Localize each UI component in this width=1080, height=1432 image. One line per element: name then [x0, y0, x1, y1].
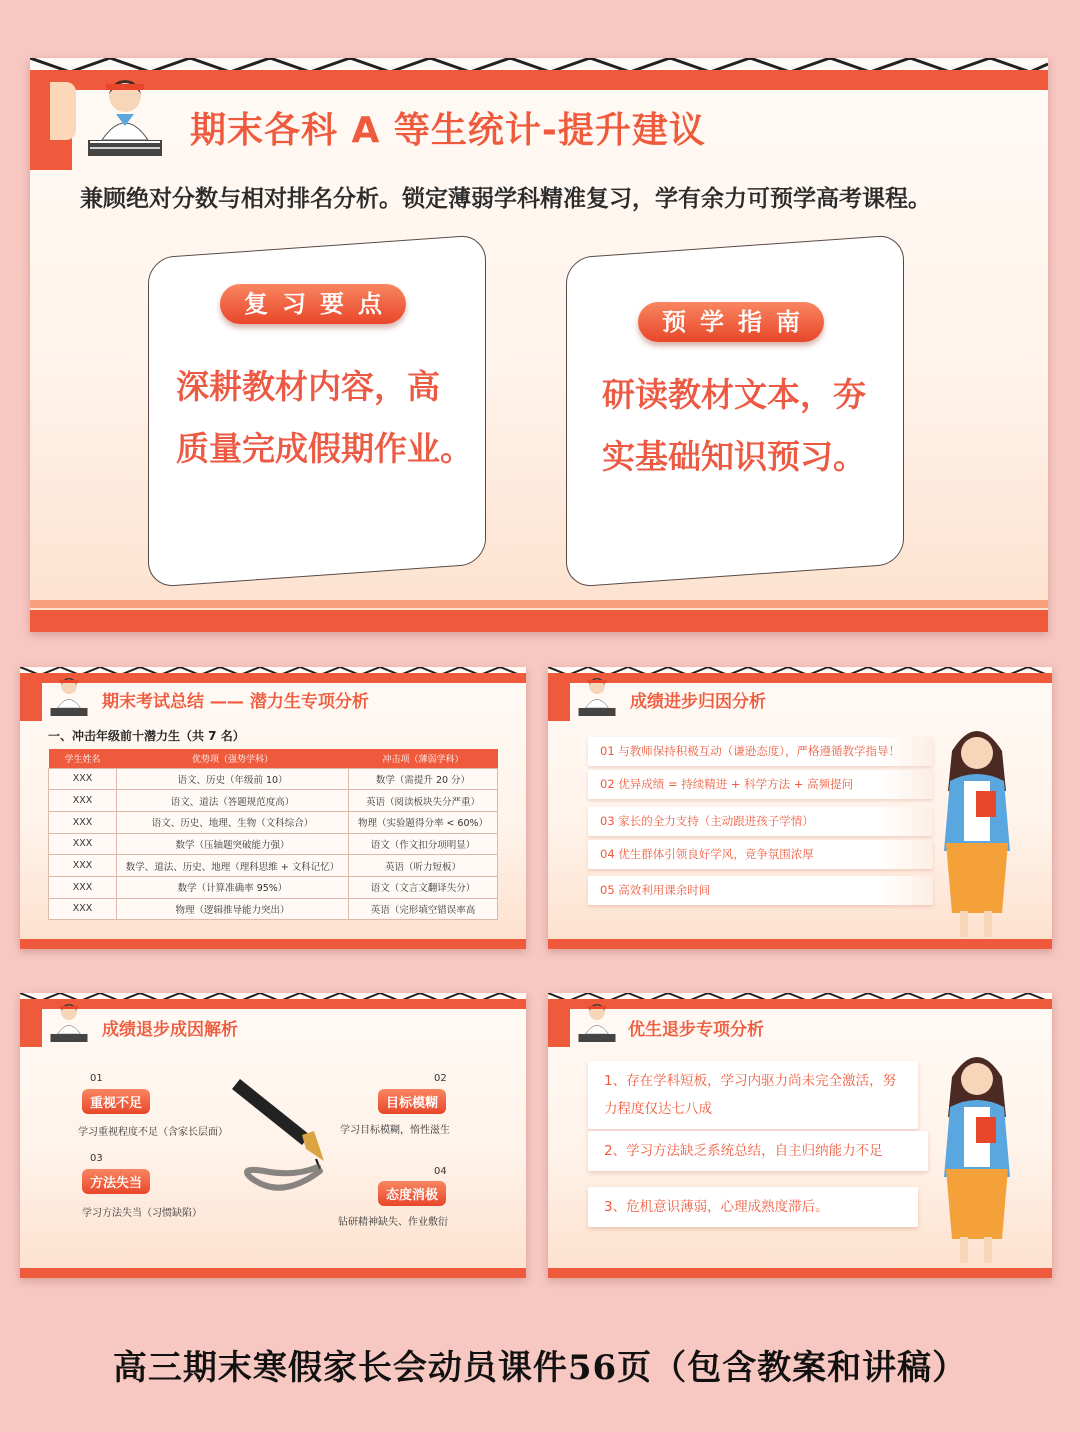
review-text-line2: 质量完成假期作业。: [176, 429, 473, 468]
table-cell: 物理（逻辑推导能力突出）: [117, 898, 349, 920]
preview-text: [602, 364, 866, 488]
corner-decoration: [20, 1001, 42, 1047]
table-cell: 数学（需提升 20 分）: [349, 768, 498, 790]
student-illustration-icon: [574, 669, 620, 719]
table-cell: 英语（听力短板）: [349, 855, 498, 877]
table-row: [49, 811, 498, 833]
student-illustration-icon: [46, 669, 92, 719]
bottom-stripe: [20, 1268, 526, 1278]
slide-title: 优生退步专项分析: [628, 1020, 764, 1040]
slide-title: 成绩进步归因分析: [630, 692, 766, 712]
table-cell: 语文、道法（答题规范度高）: [117, 790, 349, 812]
top-stripe: [548, 999, 1052, 1009]
table-header: 优势项（强势学科）: [117, 749, 349, 768]
table-row: [49, 855, 498, 877]
bottom-stripe: [548, 1268, 1052, 1278]
cause-tag: 目标模糊: [378, 1089, 446, 1114]
cause-tag: 重视不足: [82, 1089, 150, 1114]
student-illustration-icon: [80, 62, 170, 162]
slide-top-decline: [548, 993, 1052, 1278]
table-header: 冲击项（薄弱学科）: [349, 749, 498, 768]
student-illustration-icon: [574, 995, 620, 1045]
attribution-item: 01 与教师保持积极互动（谦逊态度），严格遵循教学指导！: [588, 737, 933, 766]
student-illustration-icon: [46, 995, 92, 1045]
corner-decoration-light: [50, 82, 76, 140]
preview-text-line1: 研读教材文本，夯: [602, 375, 866, 414]
fountain-pen-icon: [220, 1073, 360, 1203]
attribution-item: 02 优异成绩 = 持续精进 + 科学方法 + 高频提问: [588, 770, 933, 799]
attribution-item: 04 优生群体引领良好学风，竞争氛围浓厚: [588, 840, 933, 869]
item-number: 04: [434, 1166, 447, 1177]
table-cell: 英语（完形填空错误率高: [349, 898, 498, 920]
slide-decline: [20, 993, 526, 1278]
table-row: [49, 876, 498, 898]
table-row: [49, 768, 498, 790]
slide-progress: [548, 667, 1052, 949]
top-stripe: [548, 673, 1052, 683]
table-cell: XXX: [49, 768, 117, 790]
table-cell: 语文（文言文翻译失分）: [349, 876, 498, 898]
slide-title: 成绩退步成因解析: [102, 1020, 238, 1040]
item-number: 02: [434, 1073, 447, 1084]
review-tag: 复习要点: [220, 284, 406, 324]
preview-tag: 预学指南: [638, 302, 824, 342]
item-number: 03: [90, 1153, 103, 1164]
table-row: [49, 790, 498, 812]
cause-desc: 学习方法失当（习惯缺陷）: [82, 1208, 202, 1219]
bottom-stripe: [548, 939, 1052, 949]
cause-desc: 学习重视程度不足（含家长层面）: [78, 1127, 228, 1138]
top-stripe: [20, 673, 526, 683]
cause-desc: 钻研精神缺失、作业敷衍: [338, 1217, 448, 1228]
review-text: [176, 356, 473, 480]
teacher-illustration-icon: [932, 711, 1022, 941]
table-cell: XXX: [49, 790, 117, 812]
analysis-item: 2、学习方法缺乏系统总结，自主归纳能力不足: [588, 1131, 928, 1171]
section-label: 一、冲击年级前十潜力生（共 7 名）: [48, 729, 245, 743]
review-text-line1: 深耕教材内容，高: [176, 367, 440, 406]
table-cell: 物理（实验题得分率 < 60%）: [349, 811, 498, 833]
bottom-stripe: [20, 939, 526, 949]
table-cell: 数学（压轴题突破能力强）: [117, 833, 349, 855]
attribution-item: 03 家长的全力支持（主动跟进孩子学情）: [588, 807, 933, 836]
table-cell: XXX: [49, 898, 117, 920]
page-title: 期末各科 A 等生统计-提升建议: [190, 110, 706, 151]
item-number: 01: [90, 1073, 103, 1084]
top-stripe: [20, 999, 526, 1009]
table-cell: XXX: [49, 811, 117, 833]
slide-title: 期末考试总结 —— 潜力生专项分析: [102, 692, 369, 712]
preview-text-line2: 实基础知识预习。: [602, 437, 866, 476]
table-cell: XXX: [49, 833, 117, 855]
slide-main: [30, 58, 1048, 632]
page-subtitle: 兼顾绝对分数与相对排名分析。锁定薄弱学科精准复习，学有余力可预学高考课程。: [80, 186, 931, 212]
bottom-caption: 高三期末寒假家长会动员课件56页（包含教案和讲稿）: [112, 1348, 968, 1388]
cause-tag: 态度消极: [378, 1181, 446, 1206]
table-cell: 数学（计算准确率 95%）: [117, 876, 349, 898]
table-row: [49, 898, 498, 920]
table-header: 学生姓名: [49, 749, 117, 768]
table-cell: 数学、道法、历史、地理（理科思维 + 文科记忆）: [117, 855, 349, 877]
table-cell: 语文（作文扣分项明显）: [349, 833, 498, 855]
table-cell: XXX: [49, 876, 117, 898]
teacher-illustration-icon: [932, 1037, 1022, 1267]
analysis-item: 3、危机意识薄弱，心理成熟度滞后。: [588, 1187, 918, 1227]
table-row: [49, 833, 498, 855]
analysis-item: 1、存在学科短板，学习内驱力尚未完全激活，努力程度仅达七八成: [588, 1061, 918, 1129]
bottom-stripe: [30, 610, 1048, 632]
cause-tag: 方法失当: [82, 1169, 150, 1194]
table-cell: XXX: [49, 855, 117, 877]
table-cell: 语文、历史（年级前 10）: [117, 768, 349, 790]
bottom-stripe-light: [30, 600, 1048, 608]
table-cell: 英语（阅读板块失分严重）: [349, 790, 498, 812]
table-cell: 语文、历史、地理、生物（文科综合）: [117, 811, 349, 833]
corner-decoration: [548, 1001, 570, 1047]
corner-decoration: [548, 675, 570, 721]
potential-table: [48, 749, 498, 920]
top-stripe: [30, 70, 1048, 90]
slide-potential: [20, 667, 526, 949]
corner-decoration: [20, 675, 42, 721]
cause-desc: 学习目标模糊，惰性滋生: [340, 1125, 450, 1136]
attribution-item: 05 高效利用课余时间: [588, 876, 933, 905]
